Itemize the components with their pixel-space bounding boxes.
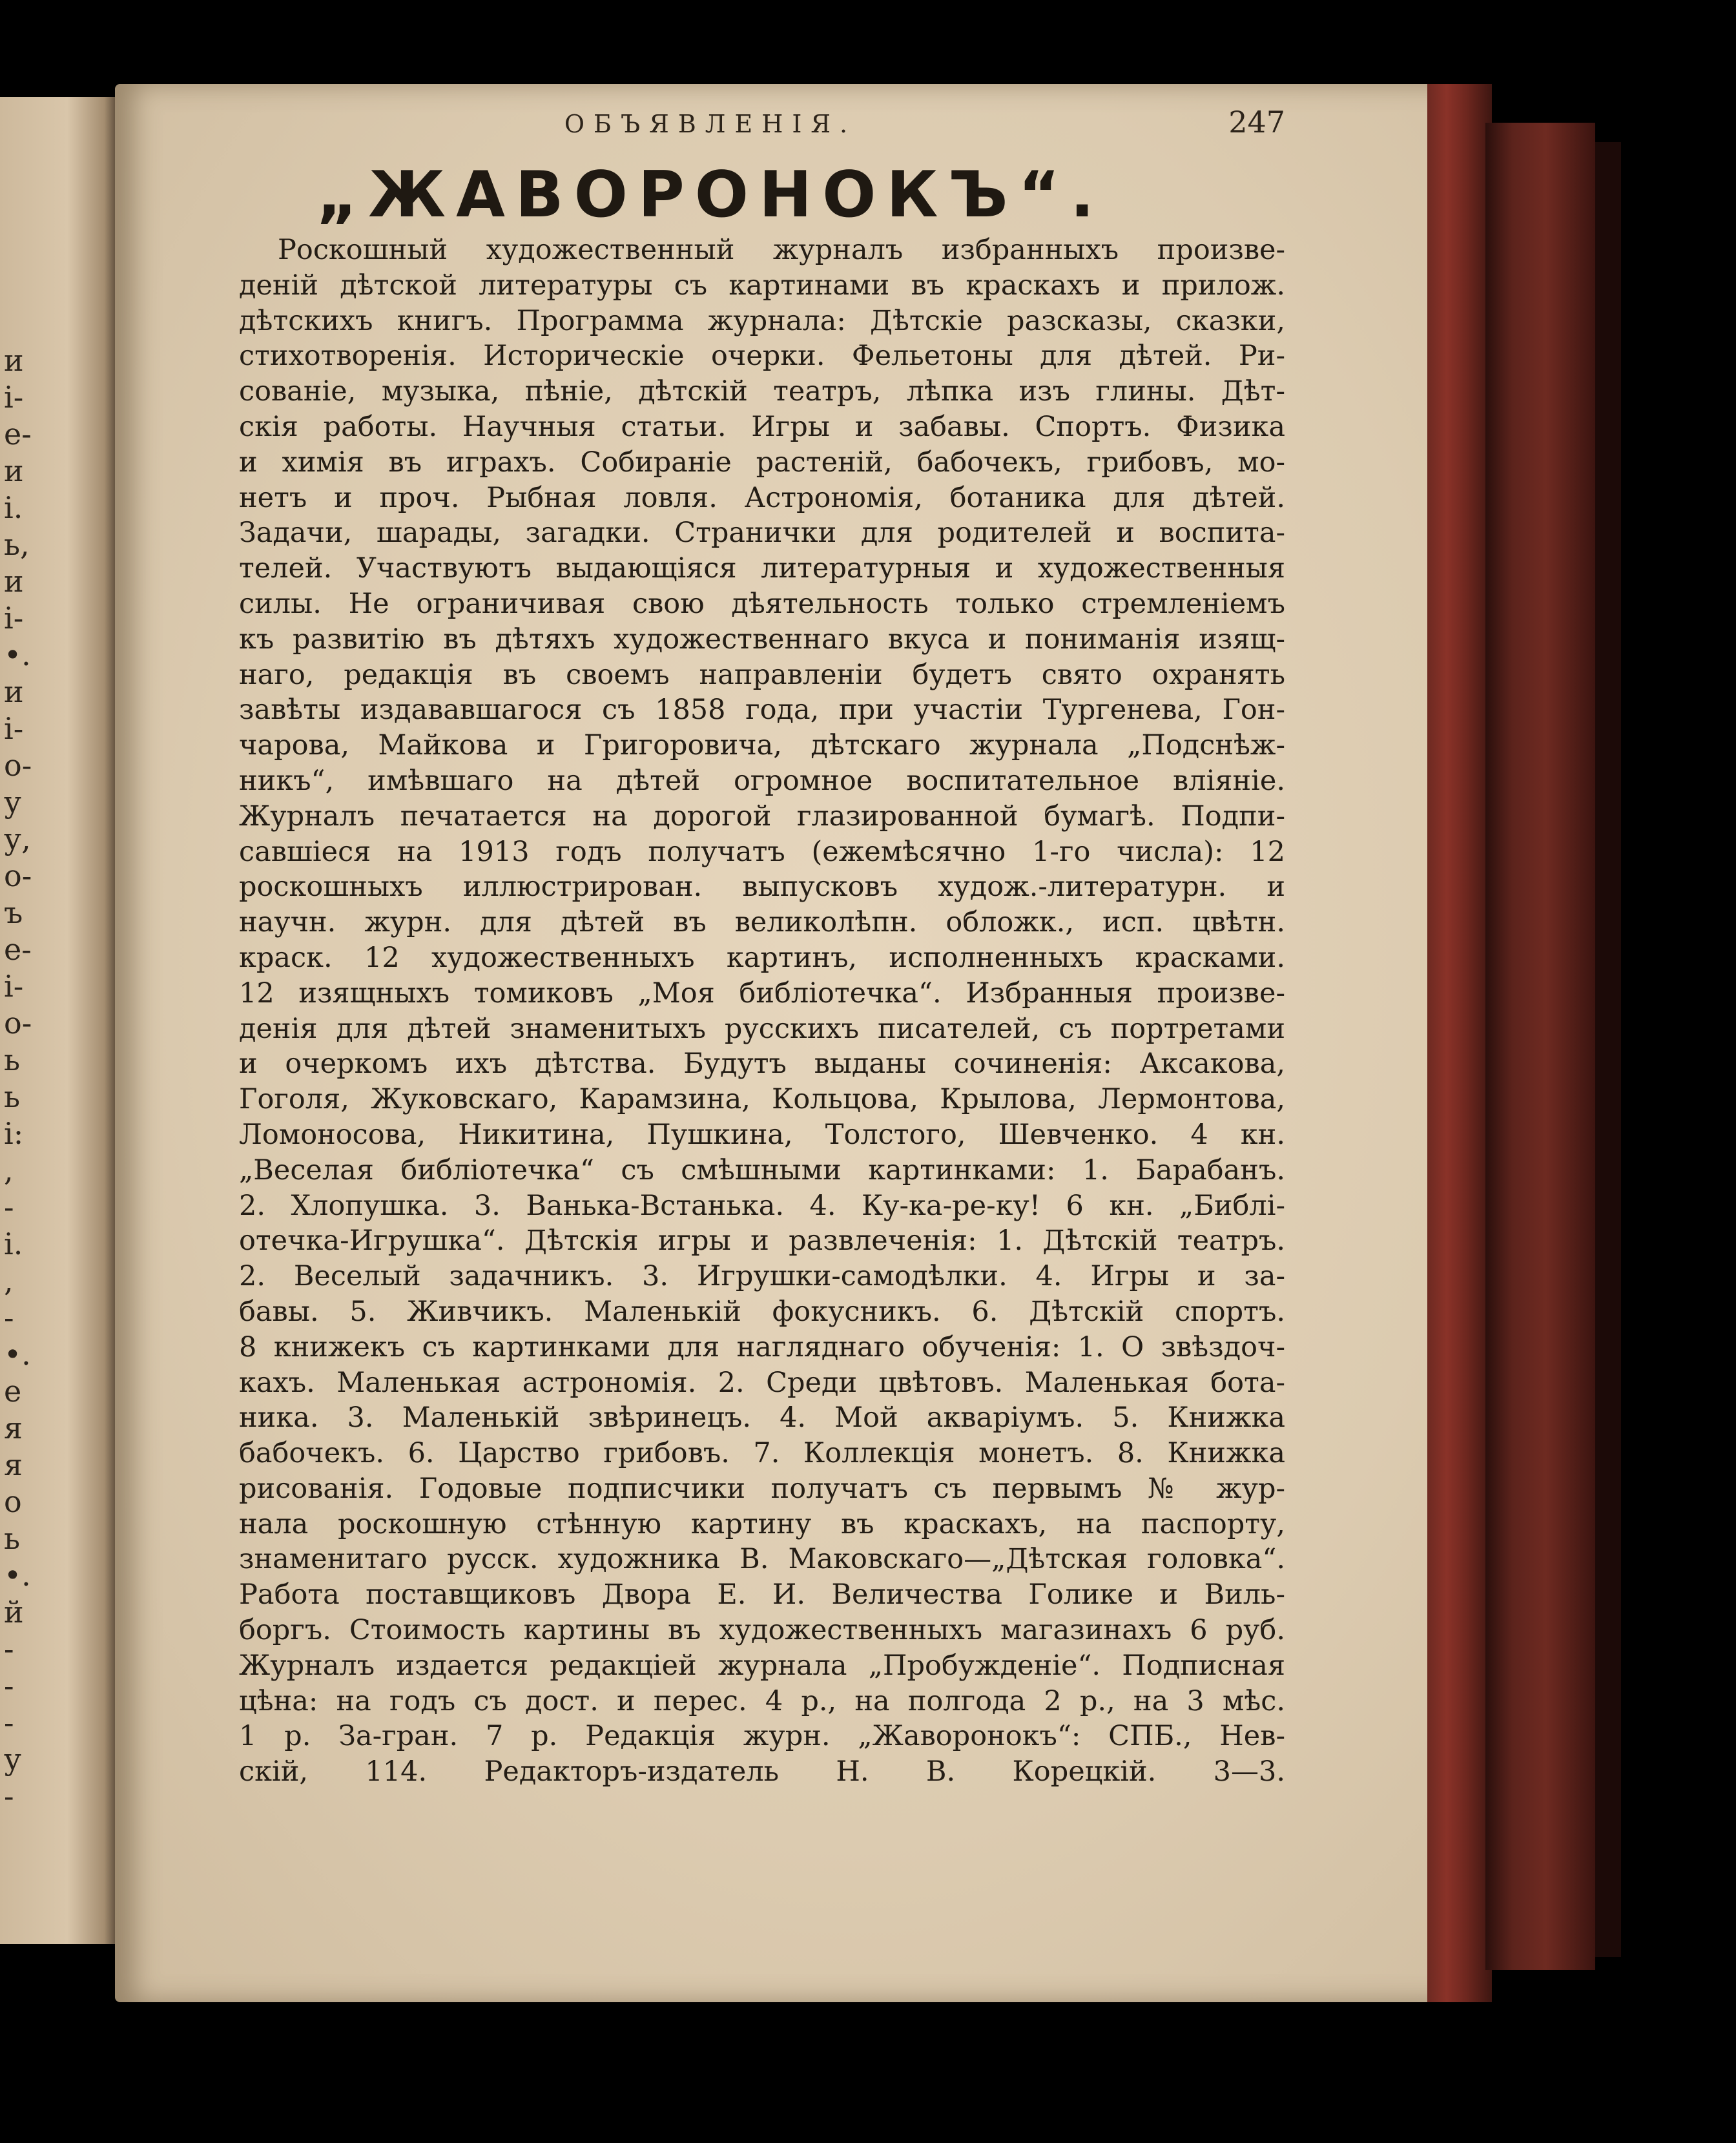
running-title: ОБЪЯВЛЕНІЯ.: [564, 110, 857, 138]
text-line: нетъ и проч. Рыбная ловля. Астрономія, ботаника для дѣтей.: [239, 481, 1285, 514]
left-page-fragment: у: [4, 785, 22, 820]
text-line: дѣтскихъ книгъ. Программа журнала: Дѣтскіе разсказы, сказки,: [239, 304, 1285, 337]
text-line: „Веселая библіотечка“ съ смѣшными картинками: 1. Барабанъ.: [239, 1154, 1285, 1186]
advertisement-body: [239, 233, 1285, 1790]
left-page-fragment: і-: [4, 601, 24, 636]
text-line: роскошныхъ иллюстрирован. выпусковъ худож.-литературн. и: [239, 871, 1285, 904]
left-page-fragment: ,: [4, 1263, 14, 1298]
text-line: нала роскошную стѣнную картину въ краскахъ, на паспорту,: [239, 1507, 1285, 1540]
text-line: скій, 114. Редакторъ-издатель Н. В. Корецкій. 3—3.: [239, 1755, 1285, 1788]
text-line: скія работы. Научныя статьи. Игры и забавы. Спортъ. Физика: [239, 410, 1285, 443]
text-line: боргъ. Стоимость картины въ художественныхъ магазинахъ 6 руб.: [239, 1614, 1285, 1647]
text-line: никъ“, имѣвшаго на дѣтей огромное воспитательное вліяніе.: [239, 764, 1285, 797]
page-number: 247: [1228, 105, 1285, 140]
text-line: бавы. 5. Живчикъ. Маленькій фокусникъ. 6. Дѣтскій спортъ.: [239, 1295, 1285, 1328]
left-page-fragment: -: [4, 1779, 14, 1814]
left-page-fragment: ,: [4, 1153, 14, 1188]
left-page-fragment: у: [4, 1742, 22, 1777]
left-page-fragment: о: [4, 1484, 22, 1519]
left-page-fragment: і-: [4, 969, 24, 1004]
left-page-fragment: ъ: [4, 895, 23, 930]
left-page-fragment: е-: [4, 417, 32, 451]
left-page-fragment: •.: [4, 637, 31, 672]
left-page-fragment: -: [4, 1705, 14, 1740]
left-page-fragment: и: [4, 564, 24, 599]
left-page-fragment: і:: [4, 1116, 24, 1151]
text-line: кахъ. Маленькая астрономія. 2. Среди цвѣтовъ. Маленькая бота-: [239, 1366, 1285, 1399]
left-page-fragment: -: [4, 1631, 14, 1666]
text-line: Задачи, шарады, загадки. Странички для родителей и воспита-: [239, 517, 1285, 550]
left-page-fragment: у,: [4, 822, 31, 856]
text-line: отечка-Игрушка“. Дѣтскія игры и развлеченія: 1. Дѣтскій театръ.: [239, 1225, 1285, 1258]
left-page-fragment: е: [4, 1374, 22, 1409]
text-line: наго, редакція въ своемъ направленіи будетъ свято охранять: [239, 658, 1285, 691]
left-page-fragment: ь: [4, 1042, 21, 1077]
book-cover-shadow: [1595, 142, 1621, 1957]
text-line: 2. Хлопушка. 3. Ванька-Встанька. 4. Ку-ка-ре-ку! 6 кн. „Библі-: [239, 1189, 1285, 1222]
page-block-edge: [1427, 84, 1492, 2002]
left-page-fragment: ь,: [4, 527, 30, 562]
text-line: 1 р. За-гран. 7 р. Редакція журн. „Жаворонокъ“: СПБ., Нев-: [239, 1720, 1285, 1753]
text-line: и очеркомъ ихъ дѣтства. Будутъ выданы сочиненія: Аксакова,: [239, 1048, 1285, 1081]
page-header: [136, 105, 1285, 155]
text-line: сованіе, музыка, пѣніе, дѣтскій театръ, лѣпка изъ глины. Дѣт-: [239, 375, 1285, 408]
text-line: бабочекъ. 6. Царство грибовъ. 7. Коллекція монетъ. 8. Книжка: [239, 1437, 1285, 1470]
text-line: Гоголя, Жуковскаго, Карамзина, Кольцова, Крылова, Лермонтова,: [239, 1083, 1285, 1116]
left-page-fragment: о-: [4, 1006, 32, 1040]
left-page-edge: [0, 97, 123, 1944]
text-line: знаменитаго русск. художника В. Маковскаго—„Дѣтская головка“.: [239, 1543, 1285, 1576]
left-page-fragment: -: [4, 1668, 14, 1703]
text-line: 2. Веселый задачникъ. 3. Игрушки-самодѣлки. 4. Игры и за-: [239, 1260, 1285, 1293]
left-page-fragment: ь: [4, 1521, 21, 1556]
text-line: научн. журн. для дѣтей въ великолѣпн. обложк., исп. цвѣтн.: [239, 906, 1285, 939]
text-line: 12 изящныхъ томиковъ „Моя библіотечка“. Избранныя произве-: [239, 977, 1285, 1009]
text-line: чарова, Майкова и Григоровича, дѣтскаго журнала „Подснѣж-: [239, 729, 1285, 762]
left-page-fragment: •.: [4, 1558, 31, 1593]
left-page-fragment: и: [4, 343, 24, 378]
left-page-fragment: ь: [4, 1079, 21, 1114]
text-line: рисованія. Годовые подписчики получатъ съ первымъ № жур-: [239, 1472, 1285, 1505]
text-line: цѣна: на годъ съ дост. и перес. 4 р., на полгода 2 р., на 3 мѣс.: [239, 1684, 1285, 1717]
left-page-fragment: о-: [4, 858, 32, 893]
left-page-fragment: и: [4, 453, 24, 488]
left-page-fragment: я: [4, 1411, 23, 1445]
text-line: телей. Участвуютъ выдающіяся литературныя и художественныя: [239, 552, 1285, 585]
text-line: Ломоносова, Никитина, Пушкина, Толстого, Шевченко. 4 кн.: [239, 1118, 1285, 1151]
text-line: ника. 3. Маленькій звѣринецъ. 4. Мой акваріумъ. 5. Книжка: [239, 1402, 1285, 1434]
text-line: Роскошный художественный журналъ избранныхъ произве-: [278, 234, 1285, 266]
text-line: силы. Не ограничивая свою дѣятельность только стремленіемъ: [239, 587, 1285, 620]
left-page-fragment: е-: [4, 932, 32, 967]
left-page-fragment: і-: [4, 380, 24, 415]
left-page-fragment: о-: [4, 748, 32, 783]
text-line: савшіеся на 1913 годъ получатъ (ежемѣсячно 1-го числа): 12: [239, 835, 1285, 868]
left-page-text-fragments: [4, 342, 30, 1815]
left-page-fragment: •.: [4, 1337, 31, 1372]
text-line: 8 книжекъ съ картинками для нагляднаго обученія: 1. О звѣздоч-: [239, 1330, 1285, 1363]
left-page-fragment: і.: [4, 490, 23, 525]
text-line: краск. 12 художественныхъ картинъ, исполненныхъ красками.: [239, 941, 1285, 974]
advertisement-title: „ЖАВОРОНОКЪ“.: [316, 158, 1105, 232]
left-page-fragment: і-: [4, 711, 24, 746]
text-line: къ развитію въ дѣтяхъ художественнаго вкуса и пониманія изящ-: [239, 623, 1285, 656]
left-page-fragment: я: [4, 1447, 23, 1482]
text-line: деній дѣтской литературы съ картинами въ краскахъ и прилож.: [239, 269, 1285, 302]
text-line: и химія въ играхъ. Собираніе растеній, бабочекъ, грибовъ, мо-: [239, 446, 1285, 479]
text-line: стихотворенія. Историческіе очерки. Фельетоны для дѣтей. Ри-: [239, 340, 1285, 373]
left-page-fragment: и: [4, 674, 24, 709]
book-cover-edge: [1485, 123, 1595, 1970]
left-page-fragment: -: [4, 1190, 14, 1225]
text-line: Работа поставщиковъ Двора Е. И. Величества Голике и Виль-: [239, 1579, 1285, 1611]
left-page-fragment: й: [4, 1595, 24, 1630]
text-line: завѣты издававшагося съ 1858 года, при участіи Тургенева, Гон-: [239, 694, 1285, 727]
left-page-fragment: -: [4, 1300, 14, 1335]
text-line: Журналъ издается редакціей журнала „Пробужденіе“. Подписная: [239, 1649, 1285, 1682]
left-page-fragment: і.: [4, 1227, 23, 1261]
text-line: Журналъ печатается на дорогой глазированной бумагѣ. Подпи-: [239, 800, 1285, 833]
text-line: денія для дѣтей знаменитыхъ русскихъ писателей, съ портретами: [239, 1012, 1285, 1045]
